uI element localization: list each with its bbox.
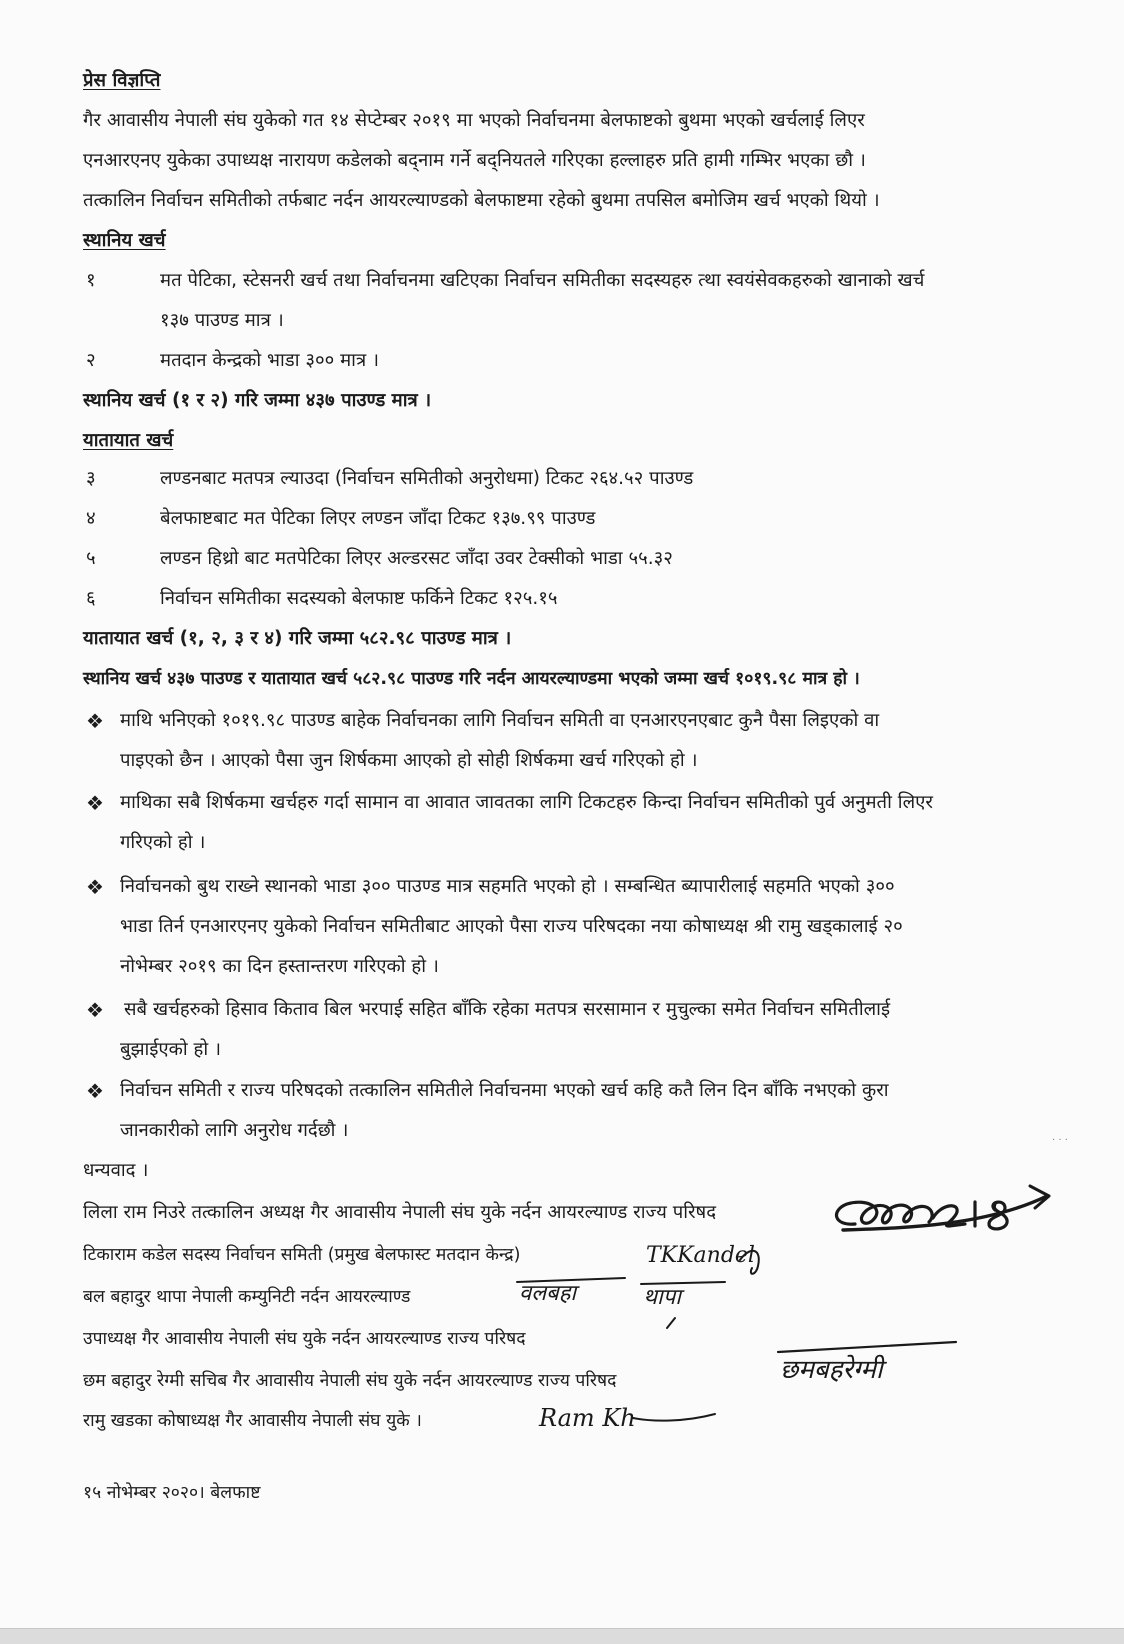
bullet-text: गरिएको हो ।	[120, 832, 206, 853]
signatory-line: उपाध्यक्ष गैर आवासीय नेपाली संघ युके नर्दन आयरल्याण्ड राज्य परिषद	[83, 1329, 526, 1349]
signatory-line: लिला राम निउरे तत्कालिन अध्यक्ष गैर आवासीय नेपाली संघ युके नर्दन आयरल्याण्ड राज्य परिषद	[83, 1202, 717, 1223]
intro-line-1: गैर आवासीय नेपाली संघ युकेको गत १४ सेप्टेम्बर २०१९ मा भएको निर्वाचनमा बेलफाष्टको बुथमा भएको खर्चलाई लिएर	[83, 110, 865, 131]
bullet-text: नोभेम्बर २०१९ का दिन हस्तान्तरण गरिएको हो ।	[120, 956, 439, 977]
item-text: मत पेटिका, स्टेसनरी खर्च तथा निर्वाचनमा खटिएका निर्वाचन समितीका सदस्यहरु त्था स्वयंसेवकहरुको खानाको खर्च	[160, 270, 925, 291]
item-number: ४	[86, 508, 96, 529]
item-text: लण्डन हिथ्रो बाट मतपेटिका लिएर अल्डरसट जाँदा उवर टेक्सीको भाडा ५५.३२	[160, 548, 673, 569]
signatory-line: बल बहादुर थापा नेपाली कम्युनिटी नर्दन आयरल्याण्ड	[83, 1287, 411, 1307]
item-number: ३	[86, 468, 96, 489]
bullet-text: जानकारीको लागि अनुरोध गर्दछौ ।	[120, 1120, 349, 1141]
scan-speck: · · ·	[1052, 1135, 1068, 1146]
svg-text:थापा: थापा	[643, 1285, 681, 1310]
bottom-edge-strip	[0, 1628, 1124, 1644]
transport-expense-total: यातायात खर्च (१, २, ३ र ४) गरि जम्मा ५८२.९८ पाउण्ड मात्र ।	[83, 628, 512, 649]
item-text: १३७ पाउण्ड मात्र ।	[160, 310, 284, 331]
item-text: लण्डनबाट मतपत्र ल्याउदा (निर्वाचन समितीको अनुरोधमा) टिकट २६४.५२ पाउण्ड	[160, 468, 694, 489]
bullet-icon: ❖	[86, 709, 104, 733]
bullet-text: पाइएको छैन । आएको पैसा जुन शिर्षकमा आएको हो सोही शिर्षकमा खर्च गरिएको हो ।	[120, 750, 698, 771]
date-line: १५ नोभेम्बर २०२०। बेलफाष्ट	[83, 1483, 261, 1503]
item-number: ६	[86, 588, 96, 609]
item-number: २	[86, 350, 96, 371]
bullet-text: निर्वाचन समिती र राज्य परिषदको तत्कालिन समितीले निर्वाचनमा भएको खर्च कहि कतै लिन दिन बाँकि नभएको कुरा	[120, 1080, 889, 1101]
item-number: ५	[86, 548, 96, 569]
grand-total: स्थानिय खर्च ४३७ पाउण्ड र यातायात खर्च ५८२.९८ पाउण्ड गरि नर्दन आयरल्याण्डमा भएको जम्मा खर्च १०१९.९८ मात्र हो ।	[83, 669, 860, 689]
item-text: निर्वाचन समितीका सदस्यको बेलफाष्ट फर्किने टिकट १२५.१५	[160, 588, 558, 609]
item-text: बेलफाष्टबाट मत पेटिका लिएर लण्डन जाँदा टिकट १३७.९९ पाउण्ड	[160, 508, 596, 529]
intro-line-3: तत्कालिन निर्वाचन समितीको तर्फबाट नर्दन आयरल्याण्डको बेलफाष्टमा रहेको बुथमा तपसिल बमोजिम खर्च भएको थियो ।	[83, 190, 880, 211]
svg-text:वलबहा: वलबहा	[519, 1281, 577, 1306]
svg-text:Ram Kh: Ram Kh	[539, 1404, 636, 1432]
signatory-line: छम बहादुर रेग्मी सचिब गैर आवासीय नेपाली संघ युके नर्दन आयरल्याण्ड राज्य परिषद	[83, 1371, 617, 1391]
signature-1	[825, 1180, 1065, 1245]
bullet-icon: ❖	[86, 875, 104, 899]
bullet-icon: ❖	[86, 998, 104, 1022]
bullet-text: सबै खर्चहरुको हिसाव किताव बिल भरपाई सहित बाँकि रहेका मतपत्र सरसामान र मुचुल्का समेत निर्वाचन समितीलाई	[124, 999, 891, 1020]
svg-text:छमबहरेग्मी: छमबहरेग्मी	[780, 1355, 883, 1385]
bullet-icon: ❖	[86, 791, 104, 815]
signature-5	[770, 1328, 970, 1398]
local-expense-heading: स्थानिय खर्च	[83, 230, 166, 251]
thanks-text: धन्यवाद ।	[83, 1160, 149, 1181]
bullet-text: माथि भनिएको १०१९.९८ पाउण्ड बाहेक निर्वाचनका लागि निर्वाचन समिती वा एनआरएनएबाट कुनै पैसा लिइएको वा	[120, 710, 880, 731]
signature-6	[535, 1392, 735, 1442]
item-number: १	[86, 270, 96, 291]
bullet-text: निर्वाचनको बुथ राख्ने स्थानको भाडा ३०० पाउण्ड मात्र सहमति भएको हो । सम्बन्धित ब्यापारीलाई सहमति भएको ३००	[120, 876, 895, 897]
signatory-line: रामु खडका कोषाध्यक्ष गैर आवासीय नेपाली संघ युके ।	[83, 1411, 422, 1431]
item-text: मतदान केन्द्रको भाडा ३०० मात्र ।	[160, 350, 380, 371]
local-expense-total: स्थानिय खर्च (१ र २) गरि जम्मा ४३७ पाउण्ड मात्र ।	[83, 390, 432, 411]
signature-3	[515, 1270, 775, 1330]
svg-text:TKKandel: TKKandel	[646, 1243, 755, 1268]
transport-expense-heading: यातायात खर्च	[83, 430, 174, 451]
bullet-text: माथिका सबै शिर्षकमा खर्चहरु गर्दा सामान वा आवात जावतका लागि टिकटहरु किन्दा निर्वाचन समितीको पुर्व अनुमती लिएर	[120, 792, 933, 813]
intro-line-2: एनआरएनए युकेका उपाध्यक्ष नारायण कडेलको बद्नाम गर्ने बद्नियतले गरिएका हल्लाहरु प्रति हामी गम्भिर भएका छौ ।	[83, 150, 866, 171]
bullet-text: बुझाईएको हो ।	[120, 1039, 222, 1060]
bullet-icon: ❖	[86, 1079, 104, 1103]
signatory-line: टिकाराम कडेल सदस्य निर्वाचन समिती (प्रमुख बेलफास्ट मतदान केन्द्र)	[83, 1245, 521, 1265]
bullet-text: भाडा तिर्न एनआरएनए युकेको निर्वाचन समितीबाट आएको पैसा राज्य परिषदका नया कोषाध्यक्ष श्री रामु खड्कालाई २०	[120, 916, 903, 937]
press-release-heading: प्रेस विज्ञप्ति	[83, 70, 161, 91]
